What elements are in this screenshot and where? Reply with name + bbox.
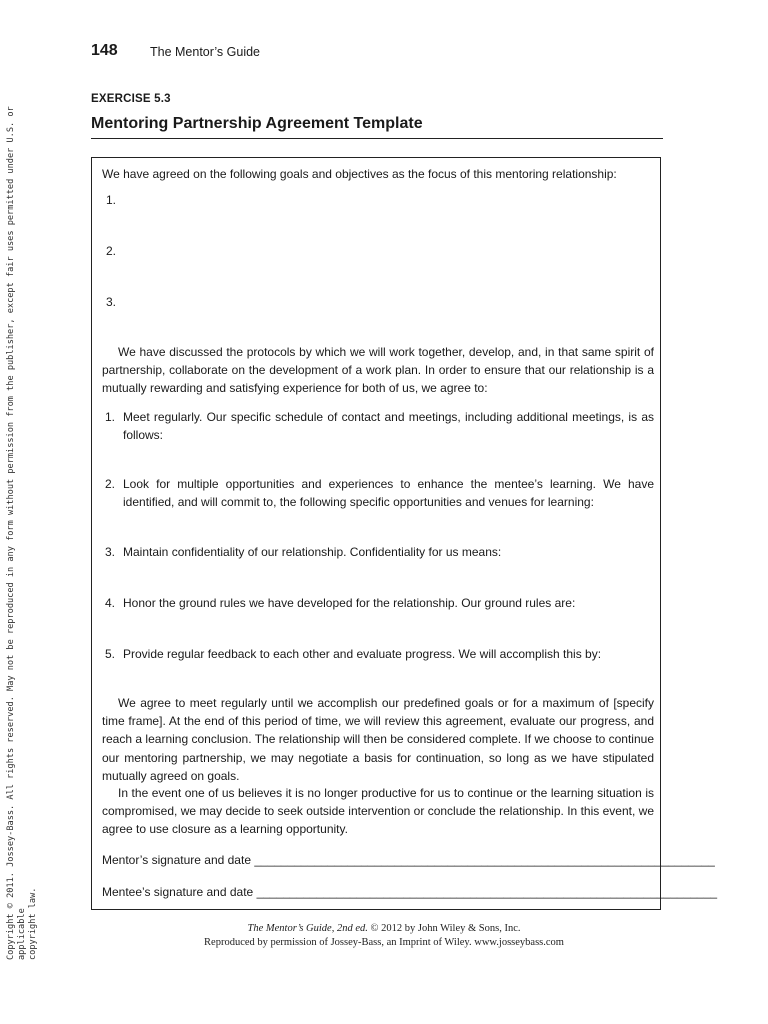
footer-copyright: © 2012 by John Wiley & Sons, Inc. [367,923,521,934]
goals-intro: We have agreed on the following goals and objectives as the focus of this mentoring relationship: [102,167,617,181]
exercise-label: EXERCISE 5.3 [91,93,171,105]
goal-item-2: 2. [106,244,117,258]
agreement-number-1: 1. [105,410,116,424]
copyright-side-note: Copyright © 2011. Jossey-Bass. All rights reserved. May not be reproduced in any form without permission from the publisher, except fair uses permitted under U.S. or applicable copyright law. [6,106,38,960]
agreement-item-5: Provide regular feedback to each other and evaluate progress. We will accomplish this by: [123,647,602,661]
footer-reproduced: Reproduced by permission of Jossey-Bass, an Imprint of Wiley. www.josseybass.com [204,937,564,948]
agreement-item-1: Meet regularly. Our specific schedule of contact and meetings, including additional meetings, is as follows: [123,410,654,443]
agreement-item-2: Look for multiple opportunities and experiences to enhance the mentee’s learning. We have identified, and will commit to, the following specific opportunities and venues for learning: [123,477,654,510]
agreement-number-2: 2. [105,477,116,491]
exercise-title: Mentoring Partnership Agreement Template [91,115,423,132]
agreement-number-3: 3. [105,545,116,559]
mentee-signature-label: Mentee’s signature and date [102,885,254,899]
goal-item-1: 1. [106,193,117,207]
agreement-number-4: 4. [105,596,116,610]
page-number: 148 [91,42,118,59]
agreement-item-4: Honor the ground rules we have developed for the relationship. Our ground rules are: [123,596,576,610]
agreement-box [91,157,718,910]
goal-item-3: 3. [106,295,117,309]
title-divider [91,138,663,139]
mentor-signature-line [102,851,715,869]
footer-credit [0,922,768,935]
closing-paragraph-1: We agree to meet regularly until we accomplish our predefined goals or for a maximum of [specify time frame]. At the end of this period of time, we will review this agreement, evaluate our progress, and reach a learning conclusion. The relationship will then be considered complete. If we choose to continue our mentoring partnership, we may negotiate a basis for continuation, so long as we have stipulated mutually agreed on goals. [102,696,654,783]
agreement-number-5: 5. [105,647,116,661]
mentee-signature-line [102,883,718,901]
running-title: The Mentor’s Guide [150,45,261,59]
agreement-item-3: Maintain confidentiality of our relationship. Confidentiality for us means: [123,545,502,559]
closing-paragraph-2: In the event one of us believes it is no longer productive for us to continue or the learning situation is compromised, we may decide to seek outside intervention or conclude the relationship. In this event, we agree to use closure as a learning opportunity. [102,786,654,837]
mentee-signature-blank: _____________________________________________________________________ [256,885,718,899]
mentor-signature-blank: _____________________________________________________________________ [254,853,715,867]
footer-book-title: The Mentor’s Guide, 2nd ed. [247,923,368,934]
mentor-signature-label: Mentor’s signature and date [102,853,251,867]
protocols-paragraph: We have discussed the protocols by which we will work together, develop, and, in that same spirit of partnership, collaborate on the development of a work plan. In order to ensure that our relationship is a mutually rewarding and satisfying experience for both of us, we agree to: [102,345,654,396]
